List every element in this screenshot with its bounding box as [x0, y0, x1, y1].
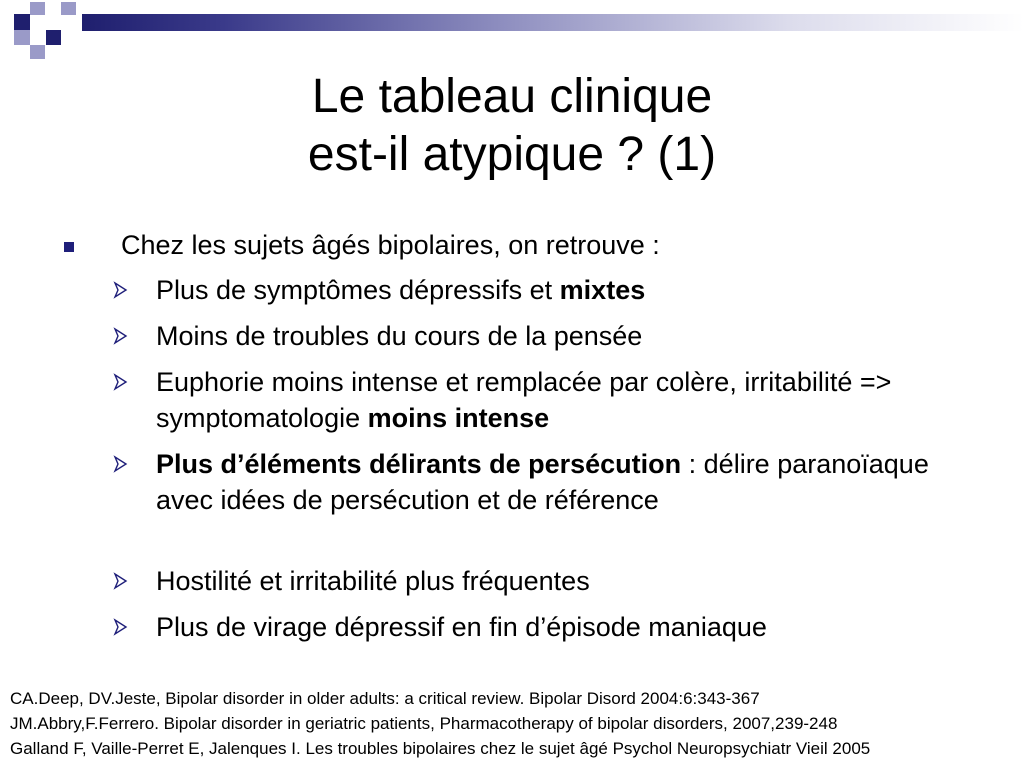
sub-bullet-text — [156, 272, 986, 308]
arrow-bullet-icon — [112, 618, 130, 636]
arrow-bullet-icon — [112, 572, 130, 590]
sub-bullet-text-bold: Plus d’éléments délirants de persécution — [156, 449, 682, 479]
square-bullet-icon — [64, 242, 74, 252]
deco-square-light-2 — [61, 2, 76, 15]
sub-bullet-text — [156, 446, 986, 518]
sub-bullet-text-plain: : délire paranoïaque avec idées de persécution et de référence — [156, 449, 929, 515]
sub-bullet-text-plain: Plus de symptômes dépressifs et — [156, 275, 560, 305]
deco-square-light-4 — [30, 45, 45, 59]
slide-title-line-2: est-il atypique ? (1) — [307, 128, 717, 181]
references — [10, 686, 1020, 761]
sub-bullet-text: Moins de troubles du cours de la pensée — [156, 321, 643, 351]
sub-bullet-text — [156, 364, 986, 436]
reference-2: JM.Abbry,F.Ferrero. Bipolar disorder in geriatric patients, Pharmacotherapy of bipolar disorders, 2007,239-248 — [10, 714, 838, 733]
sub-bullet-text-bold: mixtes — [559, 275, 646, 305]
arrow-bullet-icon — [112, 281, 130, 299]
arrow-bullet-icon — [112, 455, 130, 473]
sub-bullet-text-bold: moins intense — [367, 403, 550, 433]
deco-square-dark-2 — [46, 30, 61, 45]
main-bullet-text: Chez les sujets âgés bipolaires, on retrouve : — [121, 230, 660, 260]
header-gradient-bar — [82, 14, 1024, 31]
arrow-bullet-icon — [112, 373, 130, 391]
sub-bullet-text: Hostilité et irritabilité plus fréquentes — [156, 566, 590, 596]
slide-title-line-1: Le tableau clinique — [311, 70, 713, 123]
deco-square-light-3 — [14, 30, 30, 45]
slide-title — [0, 68, 1024, 184]
arrow-bullet-icon — [112, 327, 130, 345]
sub-bullet-text: Plus de virage dépressif en fin d’épisode maniaque — [156, 612, 767, 642]
sub-bullet-text-plain: Euphorie moins intense et remplacée par colère, irritabilité => symptomatologie — [156, 367, 892, 433]
reference-3: Galland F, Vaille-Perret E, Jalenques I. Les troubles bipolaires chez le sujet âgé Psychol Neuropsychiatr Vieil 2005 — [10, 739, 871, 758]
reference-1: CA.Deep, DV.Jeste, Bipolar disorder in older adults: a critical review. Bipolar Disord 2004:6:343-367 — [10, 689, 760, 708]
deco-square-dark-1 — [14, 14, 30, 30]
deco-square-light-1 — [30, 2, 45, 15]
